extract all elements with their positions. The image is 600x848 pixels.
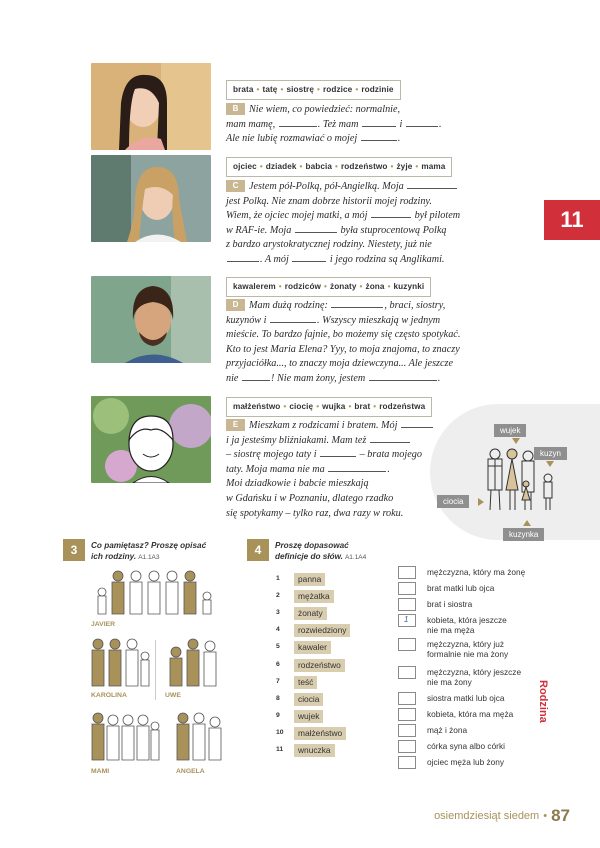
- text-segment: mieście. To bardzo fajnie, bo możemy się często spotykać.: [226, 329, 461, 341]
- definition-label: [427, 667, 521, 687]
- word-bank-d-word: rodziców: [284, 282, 322, 291]
- text-segment: .: [387, 463, 390, 475]
- blank-gap[interactable]: [292, 253, 326, 262]
- chapter-number-tab: 11: [544, 200, 600, 240]
- definition-text: mąż i żona: [427, 725, 468, 735]
- text-segment: była stuprocentową Polką: [337, 224, 447, 236]
- word-item-label: rozwiedziony: [294, 624, 350, 637]
- family-illustration-uwe: [166, 634, 222, 690]
- word-bank-e: małżeństwo • ciocię • wujka • brat • rodzeństwa: [226, 397, 432, 417]
- text-line: [226, 507, 434, 522]
- word-item-label: rodzeństwo: [294, 659, 345, 672]
- family-tag-kuzyn: kuzyn: [534, 447, 567, 460]
- page-number: 87: [551, 806, 570, 825]
- answer-box[interactable]: [398, 638, 416, 651]
- text-segment: i: [397, 118, 405, 130]
- definition-label: [427, 693, 504, 703]
- family-name-mami: MAMI: [91, 768, 110, 775]
- answer-box[interactable]: [398, 740, 416, 753]
- exercise-3-code: A1.1A3: [138, 554, 160, 561]
- definition-text: nie ma męża: [427, 625, 475, 635]
- exercise-4-number: 4: [247, 539, 269, 561]
- text-segment: .: [437, 372, 441, 384]
- word-item-number: 10: [276, 728, 284, 736]
- text-line: [226, 419, 434, 434]
- word-item-number: 9: [276, 711, 280, 719]
- arrow-down-icon: [546, 461, 554, 467]
- family-illustration-javier: [90, 566, 215, 618]
- text-segment: .: [438, 118, 442, 130]
- word-item-label: wnuczka: [294, 744, 335, 757]
- word-bank-b-word: rodzinie: [361, 85, 394, 94]
- definition-text: kobieta, która jeszcze: [427, 615, 507, 625]
- word-item-number: 3: [276, 609, 280, 617]
- exercise-4-title-line1: Proszę dopasować: [275, 541, 349, 550]
- family-name-angela: ANGELA: [176, 768, 205, 775]
- word-bank-d-word: żona: [365, 282, 385, 291]
- word-item-label: kawaler: [294, 641, 331, 654]
- text-line: [226, 299, 460, 314]
- text-segment: .: [397, 133, 401, 145]
- arrow-up-icon: [523, 520, 531, 526]
- definition-text: brat i siostra: [427, 599, 473, 609]
- family-name-javier: JAVIER: [91, 621, 116, 628]
- blank-gap[interactable]: [331, 299, 383, 308]
- word-item-label: panna: [294, 573, 325, 586]
- definition-text: ojciec męża lub żony: [427, 757, 505, 767]
- family-illustration-mami: [88, 708, 160, 764]
- definition-text: mężczyzna, który ma żonę: [427, 567, 526, 577]
- family-illustration-angela: [173, 708, 229, 764]
- word-bank-b-word: tatę: [262, 85, 278, 94]
- blank-gap[interactable]: [401, 419, 433, 428]
- blank-gap[interactable]: [370, 434, 410, 443]
- text-segment: jest Polką. Nie znam dobrze historii mojej rodziny.: [226, 195, 432, 207]
- text-segment: taty. Moja mama nie ma: [226, 463, 328, 475]
- footer-bullet: •: [543, 810, 548, 822]
- text-d: [226, 299, 460, 387]
- blank-gap[interactable]: [279, 118, 317, 127]
- text-segment: . Też mam: [317, 118, 361, 130]
- word-bank-e-word: ciocię: [289, 402, 314, 411]
- text-line: [226, 372, 460, 387]
- definition-text: brat matki lub ojca: [427, 583, 495, 593]
- family-tag-ciocia: ciocia: [437, 495, 469, 508]
- word-bank-e-word: rodzeństwa: [379, 402, 426, 411]
- answer-box[interactable]: [398, 724, 416, 737]
- word-item-label: żonaty: [294, 607, 327, 620]
- text-segment: Wiem, że ojciec mojej matki, a mój: [226, 210, 371, 222]
- blank-gap[interactable]: [369, 372, 437, 381]
- answer-box[interactable]: [398, 666, 416, 679]
- text-segment: – brata mojego: [357, 449, 422, 461]
- text-segment: Mam dużą rodzinę:: [249, 300, 331, 311]
- definition-label: [427, 567, 525, 577]
- exercise-4-title-line2: definicje do słów.: [275, 552, 343, 561]
- text-line: [226, 224, 460, 239]
- definition-text: nie ma żony: [427, 677, 472, 687]
- word-item-label: wujek: [294, 710, 323, 723]
- blank-gap[interactable]: [362, 118, 396, 127]
- answer-box[interactable]: [398, 582, 416, 595]
- blank-gap[interactable]: [295, 224, 337, 233]
- text-segment: ! Nie mam żony, jestem: [271, 372, 368, 384]
- definition-text: formalnie nie ma żony: [427, 649, 509, 659]
- text-segment: . Wszyscy mieszkają w jednym: [317, 314, 441, 326]
- text-line: [226, 328, 460, 343]
- text-line: [226, 103, 441, 118]
- text-line: [226, 343, 460, 358]
- text-segment: Ale nie lubię rozmawiać o mojej: [226, 133, 360, 145]
- text-e: [226, 419, 434, 521]
- word-bank-d-word: żonaty: [330, 282, 357, 291]
- text-line: [226, 253, 460, 268]
- definition-label: [427, 741, 505, 751]
- word-bank-d-word: kuzynki: [393, 282, 425, 291]
- text-line: [226, 477, 434, 492]
- family-name-karolina: KAROLINA: [91, 692, 127, 699]
- exercise-3-title-line2: ich rodziny.: [91, 552, 137, 561]
- photo-woman-asian: [91, 63, 211, 150]
- definition-label: [427, 599, 472, 609]
- word-item-number: 5: [276, 643, 280, 651]
- text-segment: się spotykamy – tylko raz, dwa razy w roku.: [226, 507, 404, 519]
- blank-gap[interactable]: [406, 118, 438, 127]
- exercise-3-number: 3: [63, 539, 85, 561]
- blank-gap[interactable]: [320, 448, 356, 457]
- answer-box[interactable]: [398, 598, 416, 611]
- word-item-number: 6: [276, 660, 280, 668]
- text-segment: i jego rodzina są Anglikami.: [327, 253, 445, 265]
- word-item-number: 2: [276, 592, 280, 600]
- word-bank-c-word: rodzeństwo: [341, 162, 388, 171]
- definition-label: [427, 639, 508, 659]
- text-segment: mam mamę,: [226, 118, 278, 130]
- text-line: [226, 195, 460, 210]
- exercise-3-title-line1: Co pamiętasz? Proszę opisać: [91, 541, 207, 550]
- definition-label: [427, 757, 504, 767]
- word-bank-e-word: małżeństwo: [233, 402, 281, 411]
- text-line: [226, 118, 441, 133]
- word-bank-d-word: kawalerem: [233, 282, 276, 291]
- blank-gap[interactable]: [242, 372, 270, 381]
- chapter-side-label: Rodzina: [537, 680, 549, 723]
- definition-label: [427, 583, 494, 593]
- text-segment: Nie wiem, co powiedzieć: normalnie,: [249, 104, 401, 115]
- exercise-4-code: A1.1A4: [344, 554, 367, 561]
- word-bank-c-word: dziadek: [265, 162, 297, 171]
- page-number-words: osiemdziesiąt siedem: [434, 810, 540, 822]
- word-bank-c-word: ojciec: [233, 162, 257, 171]
- word-bank-e-word: brat: [354, 402, 371, 411]
- exercise-3-title: [91, 540, 206, 563]
- word-item-number: 1: [276, 575, 280, 582]
- text-b: [226, 103, 441, 147]
- text-line: [226, 238, 460, 253]
- exercise-4-title: [275, 540, 366, 563]
- definition-label: [427, 725, 467, 735]
- text-segment: i ja jesteśmy bliźniakami. Mam też: [226, 434, 369, 446]
- blank-gap[interactable]: [328, 463, 386, 472]
- answer-box[interactable]: [398, 692, 416, 705]
- text-segment: w RAF-ie. Moja: [226, 224, 294, 236]
- text-segment: , braci, siostry,: [384, 300, 446, 311]
- word-bank-c: ojciec • dziadek • babcia • rodzeństwo • żyje • mama: [226, 157, 452, 177]
- definition-text: siostra matki lub ojca: [427, 693, 505, 703]
- family-tag-wujek: wujek: [494, 424, 526, 437]
- text-segment: Jestem pół-Polką, pół-Angielką. Moja: [249, 181, 407, 192]
- answer-box[interactable]: [398, 566, 416, 579]
- word-bank-c-word: mama: [421, 162, 446, 171]
- definition-label: [427, 615, 507, 635]
- divider: [155, 640, 156, 700]
- definition-text: kobieta, która ma męża: [427, 709, 514, 719]
- definition-label: [427, 709, 513, 719]
- word-bank-b-word: rodzice: [322, 85, 353, 94]
- family-illustration-karolina: [88, 634, 150, 690]
- text-segment: Kto to jest Maria Elena? Yyy, to moja znajoma, to znaczy: [226, 343, 460, 355]
- text-line: [226, 434, 434, 449]
- text-line: [226, 314, 460, 329]
- word-bank-b: brata • tatę • siostrę • rodzice • rodzinie: [226, 80, 401, 100]
- answer-box[interactable]: [398, 756, 416, 769]
- text-letter-badge: B: [226, 103, 245, 115]
- word-bank-b-word: siostrę: [286, 85, 314, 94]
- text-line: [226, 180, 460, 195]
- text-line: [226, 463, 434, 478]
- blank-gap[interactable]: [407, 180, 457, 189]
- text-segment: Mieszkam z rodzicami i bratem. Mój: [249, 420, 401, 431]
- word-bank-e-word: wujka: [322, 402, 346, 411]
- arrow-down-icon: [512, 438, 520, 444]
- word-item-number: 4: [276, 626, 280, 634]
- text-line: [226, 357, 460, 372]
- word-bank-c-word: babcia: [305, 162, 333, 171]
- answer-example-mark: 1: [404, 615, 409, 624]
- text-letter-badge: D: [226, 299, 245, 311]
- text-segment: – siostrę mojego taty i: [226, 449, 320, 461]
- text-line: [226, 492, 434, 507]
- word-item-number: 7: [276, 677, 280, 685]
- text-segment: był pilotem: [412, 210, 461, 222]
- word-item-label: mężatka: [294, 590, 334, 603]
- text-letter-badge: E: [226, 419, 245, 431]
- word-item-label: ciocia: [294, 693, 323, 706]
- text-segment: z bardzo arystokratycznej rodziny. Niestety, już nie: [226, 239, 432, 251]
- definition-text: mężczyzna, który już: [427, 639, 504, 649]
- definition-text: mężczyzna, który jeszcze: [427, 667, 522, 677]
- text-line: [226, 209, 460, 224]
- word-item-number: 11: [276, 746, 284, 753]
- text-segment: nie: [226, 372, 241, 384]
- text-line: [226, 132, 441, 147]
- text-segment: Moi dziadkowie i babcie mieszkają: [226, 478, 369, 490]
- answer-box[interactable]: [398, 614, 416, 627]
- text-segment: kuzynów i: [226, 314, 270, 326]
- word-item-label: teść: [294, 676, 317, 689]
- word-bank-b-word: brata: [233, 85, 254, 94]
- blank-gap[interactable]: [227, 253, 259, 262]
- word-item-number: 8: [276, 694, 280, 702]
- word-item-label: małżeństwo: [294, 727, 346, 740]
- text-letter-badge: C: [226, 180, 245, 192]
- family-name-uwe: UWE: [165, 692, 181, 699]
- text-c: [226, 180, 460, 268]
- text-segment: . A mój: [260, 253, 292, 265]
- blank-gap[interactable]: [371, 209, 411, 218]
- family-tag-kuzynka: kuzynka: [503, 528, 544, 541]
- word-bank-d: kawalerem • rodziców • żonaty • żona • kuzynki: [226, 277, 431, 297]
- text-segment: w Gdańsku i w Poznaniu, dlatego rzadko: [226, 492, 394, 504]
- word-bank-c-word: żyje: [396, 162, 413, 171]
- photo-woman-blonde: [91, 155, 211, 242]
- text-line: [226, 448, 434, 463]
- answer-box[interactable]: [398, 708, 416, 721]
- blank-gap[interactable]: [270, 314, 316, 323]
- arrow-right-icon: [478, 498, 484, 506]
- text-segment: przyjaciółka..., to znaczy moja dziewczyna... Ale jeszcze: [226, 358, 454, 370]
- definition-text: córka syna albo córki: [427, 741, 505, 751]
- page-footer: [434, 806, 570, 826]
- blank-gap[interactable]: [361, 132, 397, 141]
- photo-man-smiling: [91, 276, 211, 363]
- photo-illustrated-woman: [91, 396, 211, 483]
